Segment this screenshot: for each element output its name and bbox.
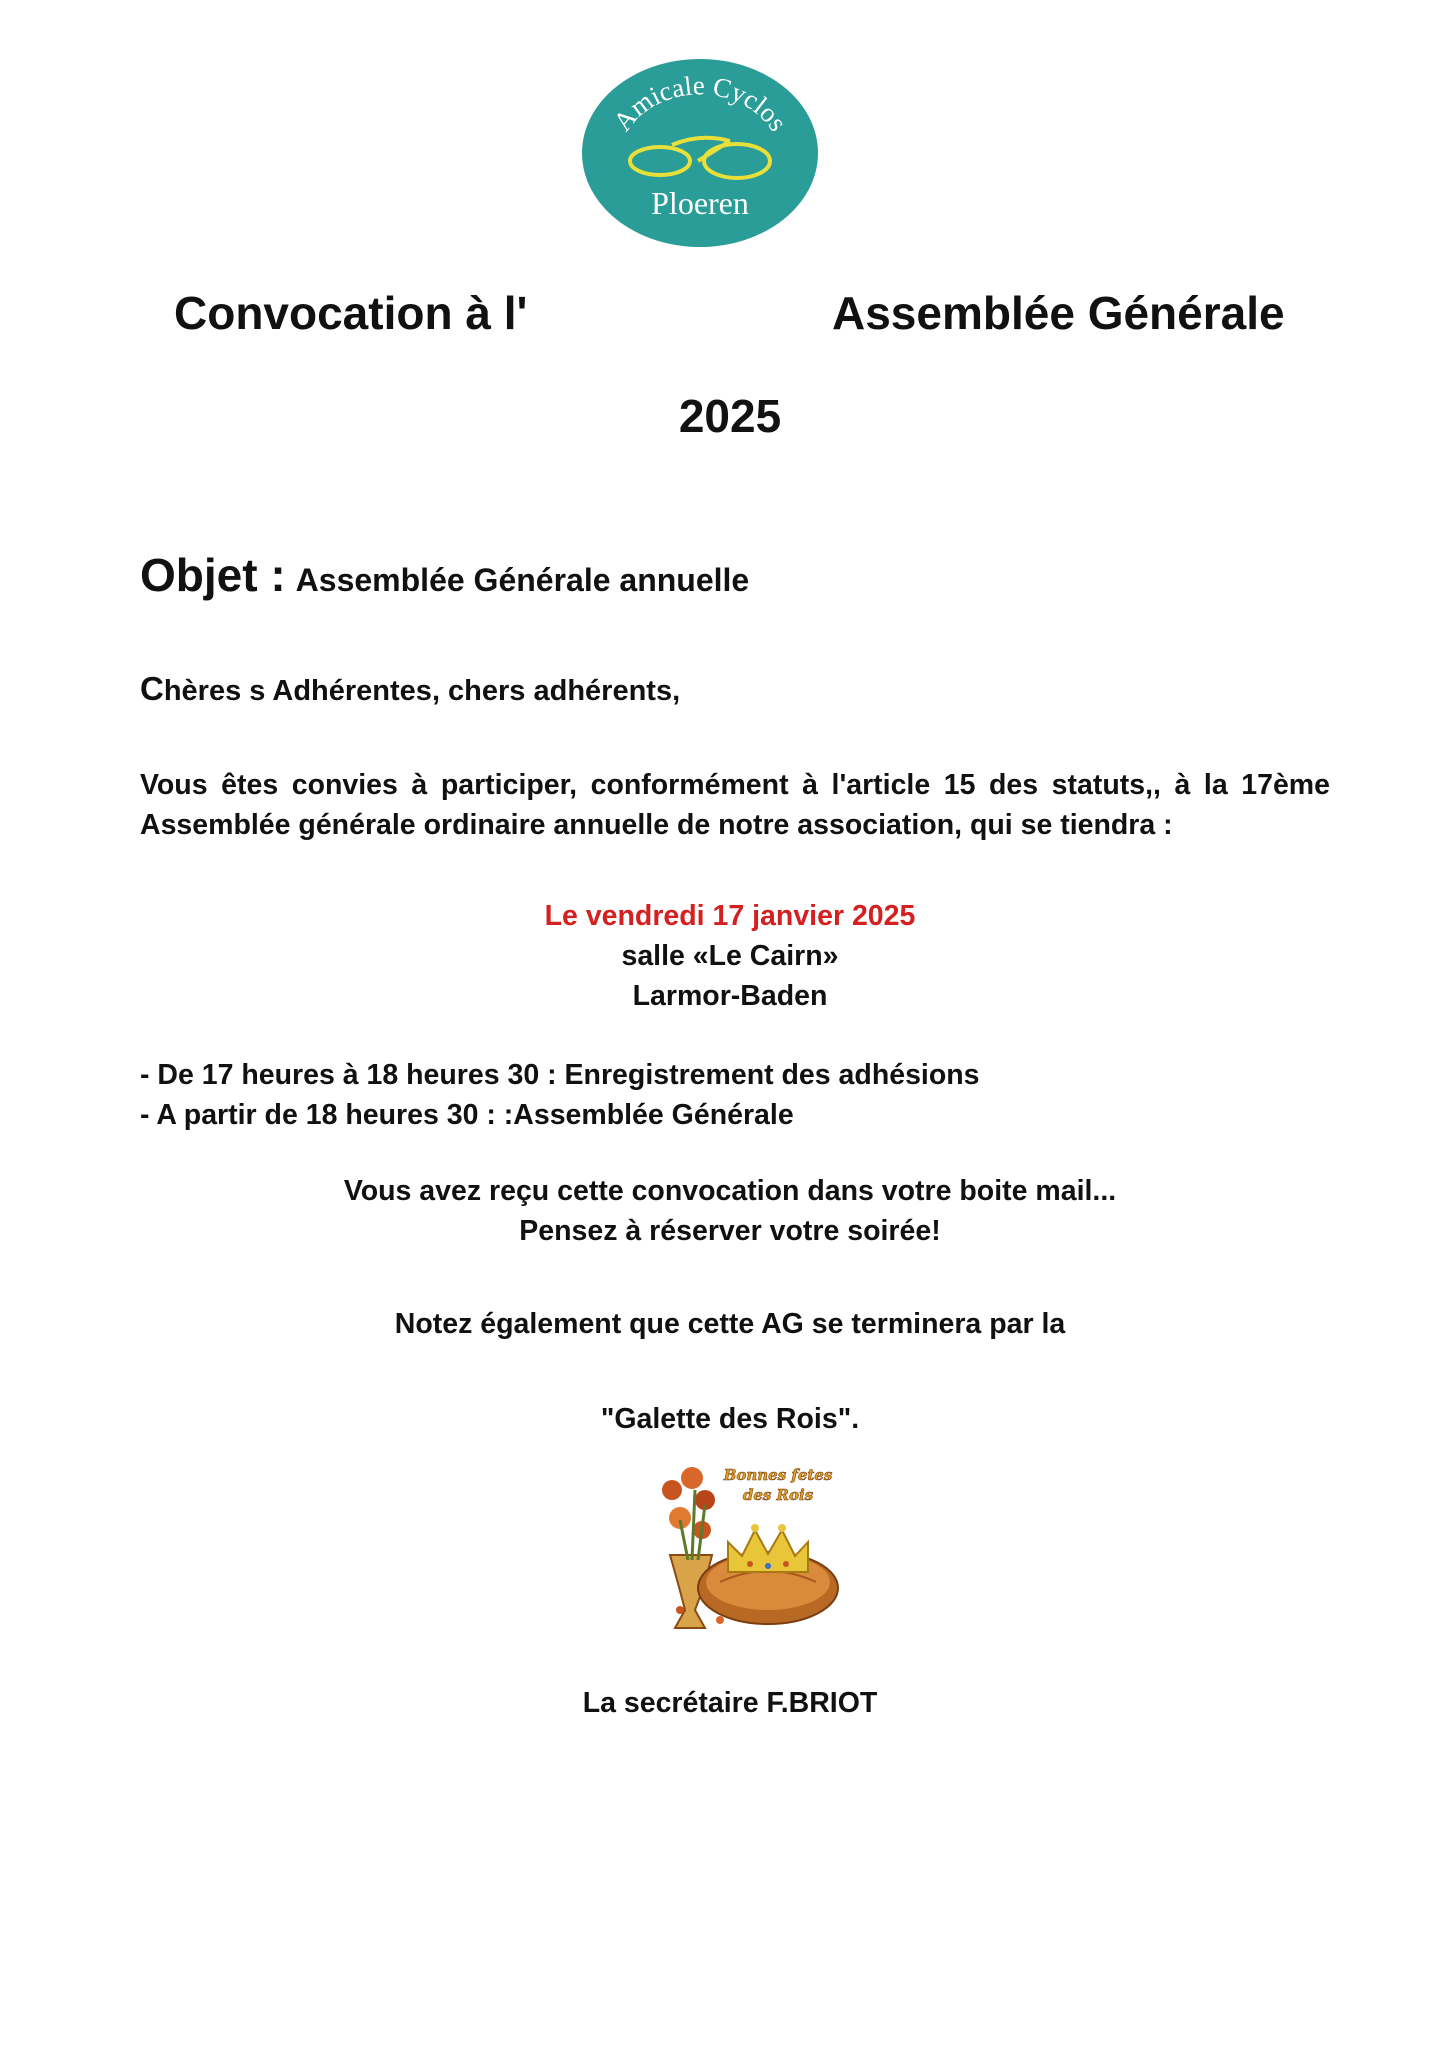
logo-text-top: Amicale Cyclos: [607, 70, 794, 137]
objet-text: Assemblée Générale annuelle: [295, 562, 750, 598]
event-date: Le vendredi 17 janvier 2025: [544, 900, 916, 932]
event-town: Larmor-Baden: [632, 980, 828, 1012]
salutation-initial: C: [140, 670, 164, 707]
schedule-list: [140, 1055, 980, 1135]
galette-crown-icon: [650, 1460, 845, 1635]
objet-line: [140, 548, 749, 602]
salutation-rest: hères s Adhérentes, chers adhérents,: [163, 675, 681, 707]
schedule-item: - De 17 heures à 18 heures 30 : Enregistrement des adhésions: [140, 1059, 980, 1091]
title-left: Convocation à l': [174, 287, 528, 339]
notice-reserve: Pensez à réserver votre soirée!: [519, 1215, 941, 1247]
signature: La secrétaire F.BRIOT: [582, 1687, 878, 1719]
title-right: Assemblée Générale: [832, 287, 1285, 339]
notice-mail: Vous avez reçu cette convocation dans votre boite mail...: [343, 1175, 1117, 1207]
notice-galette-intro: Notez également que cette AG se terminera par la: [394, 1308, 1066, 1340]
galette-caption-line1: Bonnes fetes: [723, 1466, 833, 1484]
salutation: [140, 670, 680, 708]
objet-label: Objet :: [140, 549, 286, 601]
club-logo: [580, 57, 820, 249]
title-year: 2025: [678, 390, 782, 442]
club-logo-graphic: [580, 57, 820, 249]
galette-caption-line2: des Rois: [742, 1486, 814, 1504]
crown-icon: [728, 1524, 808, 1572]
galette-illustration: [650, 1460, 845, 1635]
event-venue: salle «Le Cairn»: [621, 940, 839, 972]
schedule-item: - A partir de 18 heures 30 : :Assemblée Générale: [140, 1099, 794, 1131]
logo-text-bottom: Ploeren: [651, 185, 749, 221]
notice-galette-name: "Galette des Rois".: [600, 1403, 860, 1435]
intro-paragraph: Vous êtes convies à participer, conformément à l'article 15 des statuts,, à la 17ème Assemblée générale ordinaire annuelle de notre association, qui se tiendra :: [140, 769, 1330, 841]
